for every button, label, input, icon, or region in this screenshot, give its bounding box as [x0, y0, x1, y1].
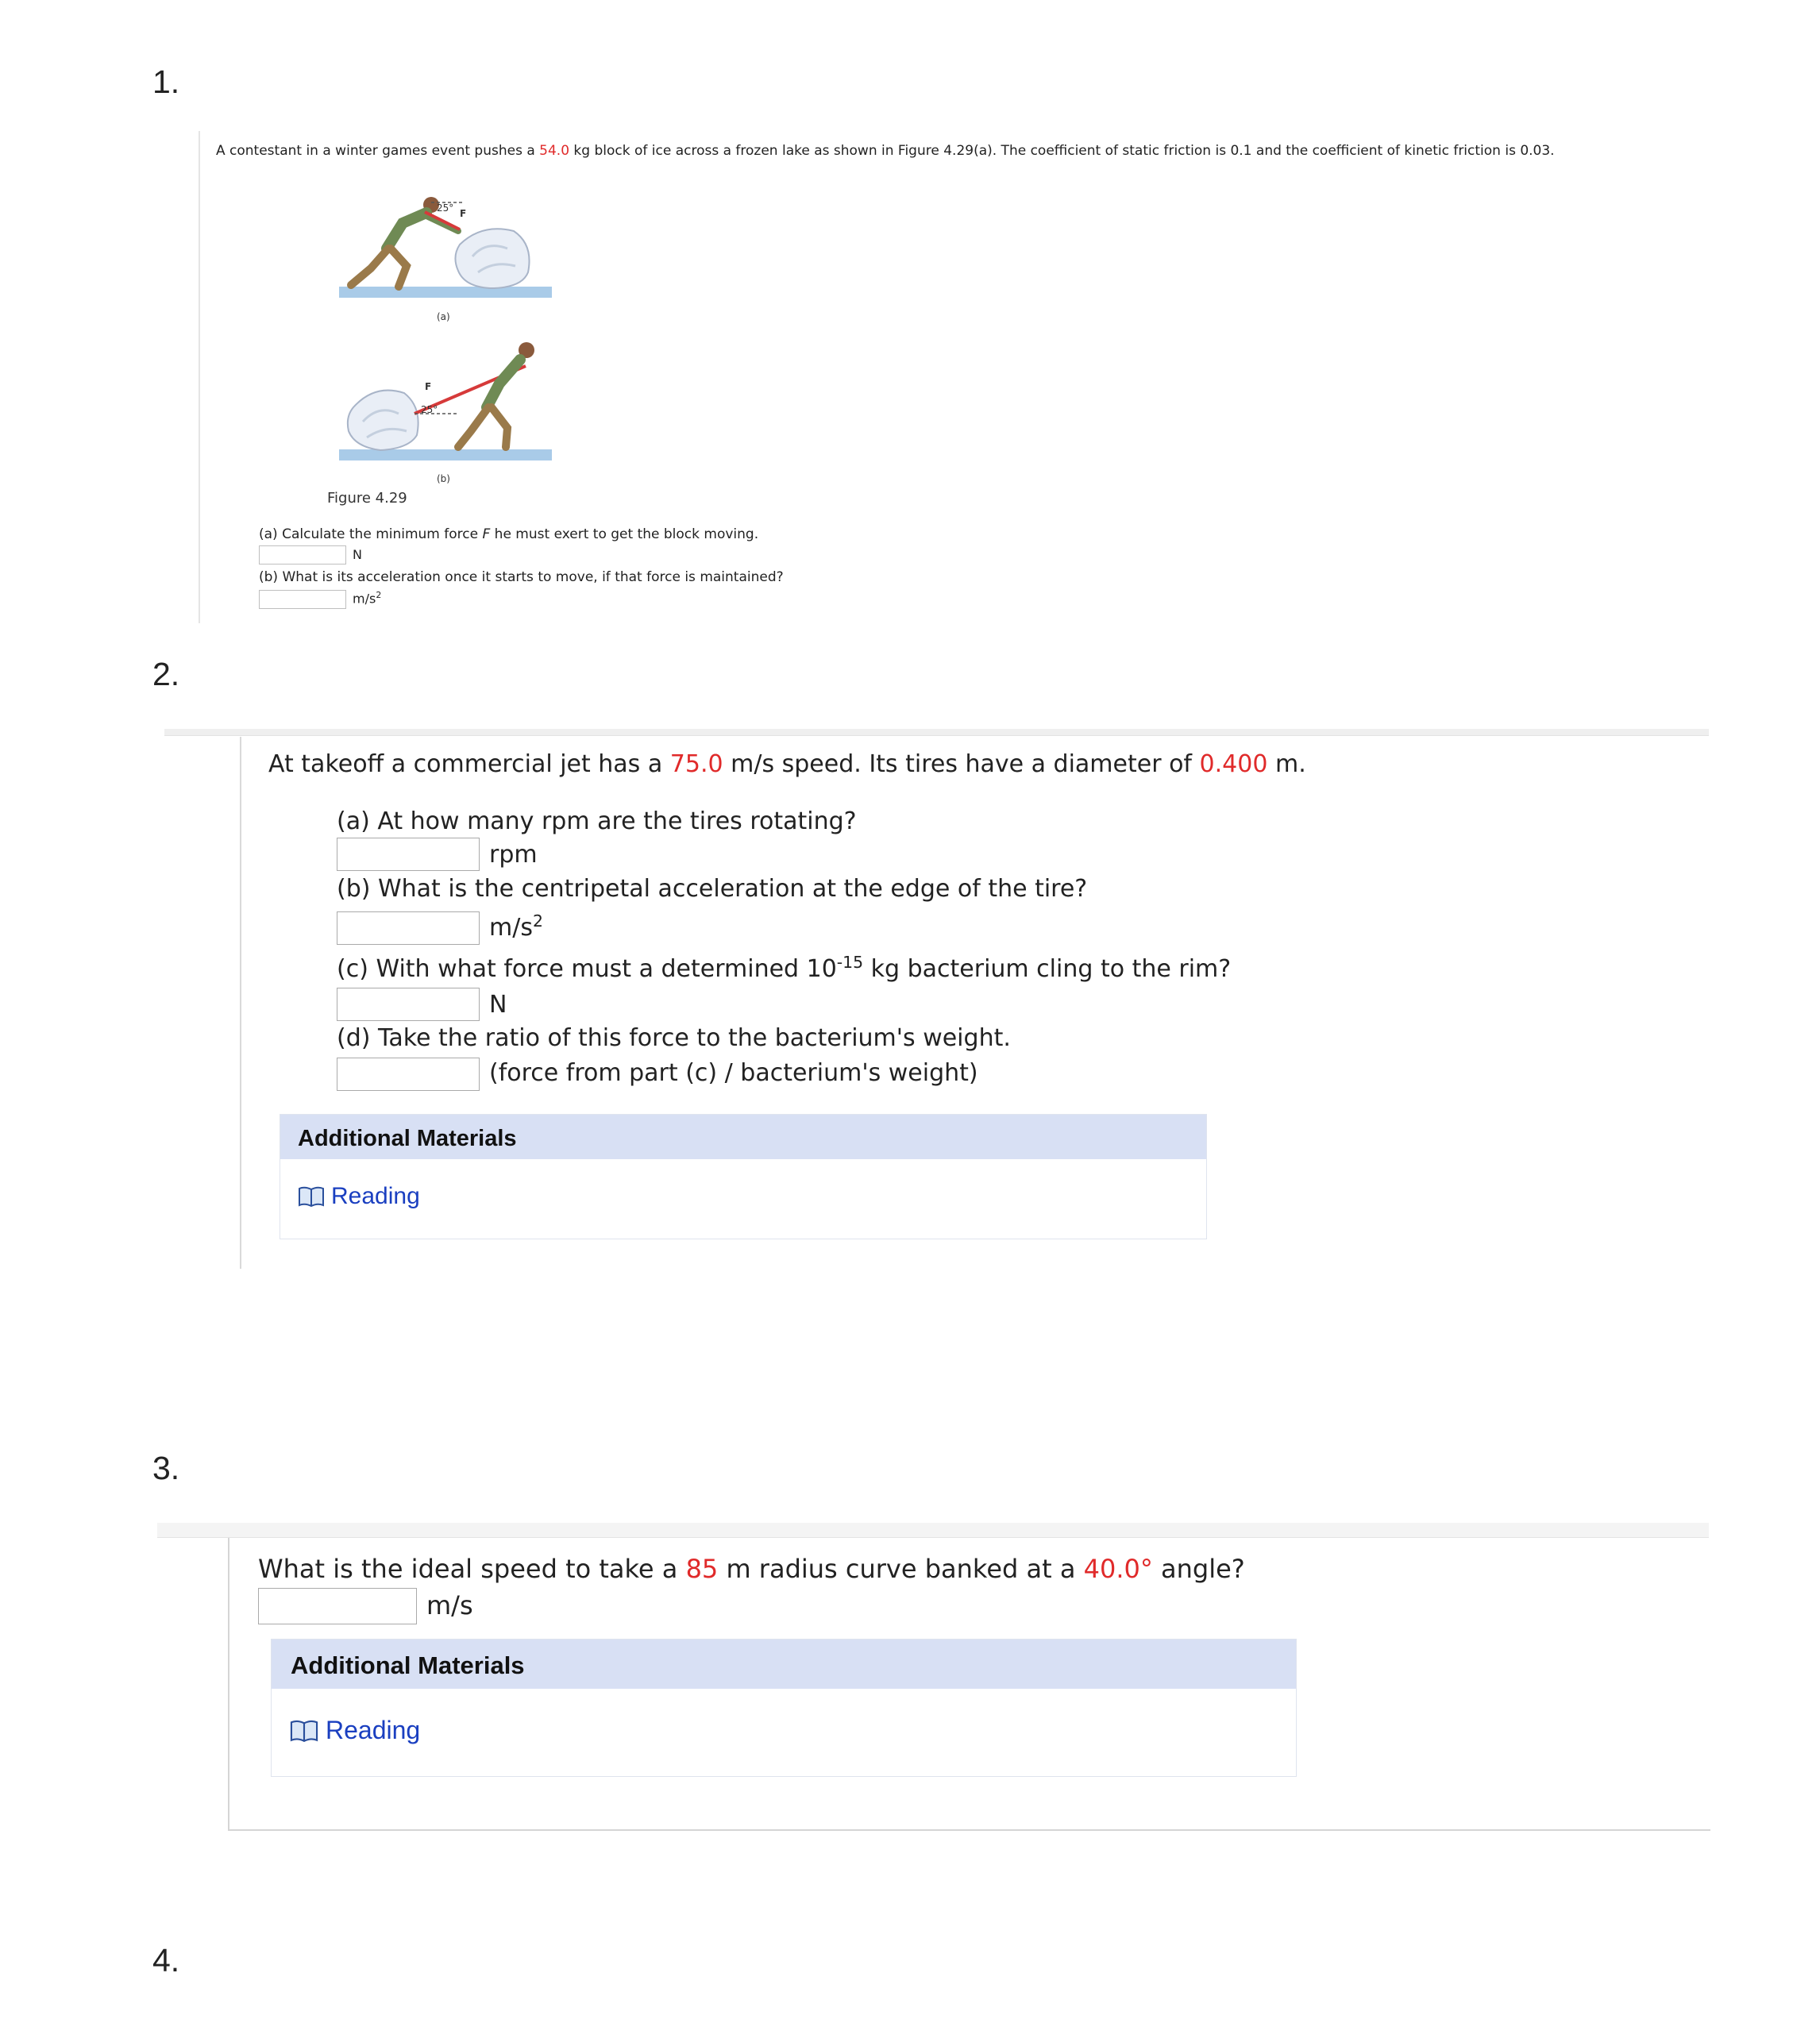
q3-additional-materials — [271, 1639, 1297, 1777]
angle-label-b: 25° — [421, 404, 438, 415]
given-radius: 85 — [685, 1554, 719, 1584]
question-3-panel — [228, 1538, 1710, 1831]
given-speed: 75.0 — [669, 750, 723, 778]
q1-part-b-answer-input[interactable] — [259, 590, 346, 609]
given-mass: 54.0 — [539, 143, 570, 159]
question-number-4: 4. — [152, 1942, 180, 1979]
q3-reading-link[interactable]: Reading — [289, 1716, 420, 1745]
q2-part-b-unit: $m/s^2$ — [489, 911, 543, 942]
question-number-3: 3. — [152, 1450, 180, 1486]
q3-answer-input[interactable] — [258, 1588, 417, 1624]
q2-part-d-answer-input[interactable] — [337, 1058, 480, 1091]
panel-b-label: (b) — [437, 473, 450, 484]
given-diameter: 0.400 — [1199, 750, 1268, 778]
q2-part-d-unit: (force from part (c) / bacterium's weight) — [489, 1059, 978, 1087]
q2-reading-link[interactable]: Reading — [298, 1183, 420, 1210]
q2-additional-materials-title: Additional Materials — [280, 1115, 1206, 1159]
question-number-2: 2. — [152, 656, 180, 692]
q2-part-a-text: (a) At how many rpm are the tires rotating? — [337, 807, 857, 835]
q3-unit: m/s — [426, 1590, 473, 1620]
q2-part-b-text: (b) What is the centripetal acceleration at the edge of the tire? — [337, 875, 1088, 903]
figure-caption: Figure 4.29 — [327, 490, 407, 507]
question-1-panel — [199, 131, 1709, 623]
figure-4-29 — [331, 169, 561, 487]
q1-part-a-unit: N — [353, 547, 362, 562]
q2-part-a-unit: rpm — [489, 841, 538, 869]
panel-a-label: (a) — [437, 311, 450, 322]
q1-part-b-unit: $m/s^2$ — [353, 590, 382, 607]
q2-additional-materials — [280, 1114, 1207, 1239]
question-2-top-bar — [164, 729, 1709, 736]
given-angle: 40.0° — [1083, 1554, 1153, 1584]
question-2-panel — [240, 737, 1710, 1269]
q1-part-a-answer-input[interactable] — [259, 545, 346, 565]
question-2-stem: At takeoff a commercial jet has a 75.0 m/s speed. Its tires have a diameter of 0.400 m. — [268, 750, 1306, 778]
q1-part-b-text: (b) What is its acceleration once it starts to move, if that force is maintained? — [259, 569, 784, 585]
question-3-top-bar — [157, 1523, 1709, 1538]
force-label-a: F — [460, 208, 467, 219]
angle-label-a: 25° — [437, 202, 454, 214]
q2-part-c-unit: N — [489, 991, 507, 1019]
q1-part-a-text: (a) Calculate the minimum force F he must exert to get the block moving. — [259, 526, 759, 542]
q2-part-b-answer-input[interactable] — [337, 911, 480, 945]
force-label-b: F — [425, 381, 432, 392]
q2-part-d-text: (d) Take the ratio of this force to the bacterium's weight. — [337, 1024, 1011, 1052]
book-icon — [298, 1185, 325, 1208]
question-3-stem: What is the ideal speed to take a 85 m radius curve banked at a 40.0° angle? — [258, 1554, 1245, 1584]
book-icon — [289, 1719, 319, 1743]
q2-part-c-text: (c) With what force must a determined $10^{-15}$ kg bacterium cling to the rim? — [337, 953, 1232, 983]
q3-additional-materials-title: Additional Materials — [272, 1640, 1296, 1689]
question-1-stem: A contestant in a winter games event pushes a 54.0 kg block of ice across a frozen lake as shown in Figure 4.29(a). The coefficient of static friction is 0.1 and the coefficient of kinetic friction is 0.03. — [216, 143, 1555, 159]
q2-part-c-answer-input[interactable] — [337, 988, 480, 1021]
q2-part-a-answer-input[interactable] — [337, 838, 480, 871]
question-number-1: 1. — [152, 64, 180, 100]
